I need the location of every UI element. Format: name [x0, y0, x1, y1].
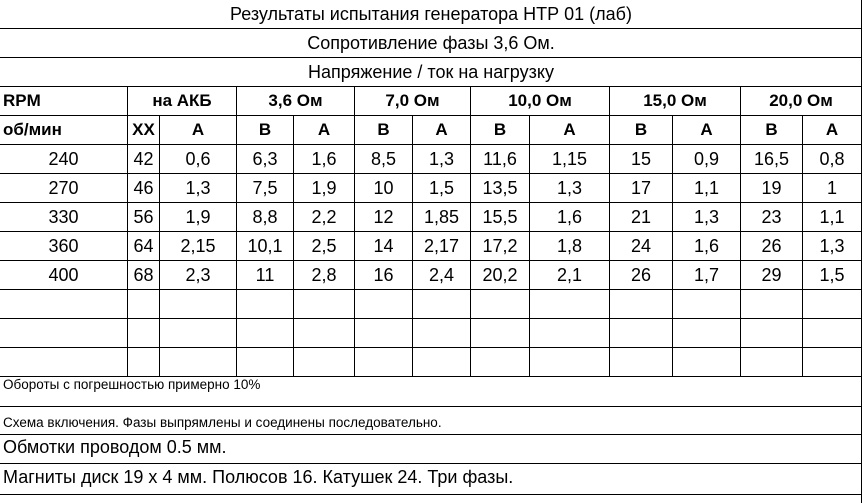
table-cell: 17 — [610, 174, 673, 202]
notes-divider — [0, 463, 862, 464]
empty-cell — [237, 319, 294, 347]
table-cell: 10 — [355, 174, 413, 202]
header-group-cell: на АКБ — [128, 87, 237, 115]
title-row-1: Результаты испытания генератора НТР 01 (лаб) — [0, 0, 862, 29]
table-cell: 1,9 — [160, 203, 237, 231]
header-unit-cell: об/мин — [0, 116, 128, 144]
table-cell: 2,5 — [294, 232, 355, 260]
header-group-cell: 20,0 Ом — [741, 87, 862, 115]
empty-cell — [803, 319, 862, 347]
table-cell: 16 — [355, 261, 413, 289]
notes-divider — [0, 434, 862, 435]
empty-row — [0, 319, 862, 348]
table-cell: 1,3 — [530, 174, 610, 202]
empty-cell — [530, 319, 610, 347]
table-cell: 1,6 — [673, 232, 741, 260]
table-cell: 2,8 — [294, 261, 355, 289]
header-unit-cell: ХХ — [128, 116, 160, 144]
empty-cell — [0, 348, 128, 376]
header-group-cell: 3,6 Ом — [237, 87, 355, 115]
table-cell: 1,5 — [803, 261, 862, 289]
header-unit-cell: В — [237, 116, 294, 144]
empty-row — [0, 290, 862, 319]
table-cell: 15 — [610, 145, 673, 173]
header-unit-cell: А — [413, 116, 471, 144]
table-cell: 1,6 — [530, 203, 610, 231]
header-unit-cell: В — [741, 116, 803, 144]
empty-cell — [160, 319, 237, 347]
table-cell: 26 — [741, 232, 803, 260]
table-cell: 16,5 — [741, 145, 803, 173]
table-cell: 1,6 — [294, 145, 355, 173]
header-group-cell: 15,0 Ом — [610, 87, 741, 115]
title-row-3: Напряжение / ток на нагрузку — [0, 58, 862, 87]
table-cell: 360 — [0, 232, 128, 260]
empty-cell — [294, 348, 355, 376]
table-cell: 26 — [610, 261, 673, 289]
header-unit-cell: А — [160, 116, 237, 144]
table-cell: 15,5 — [471, 203, 530, 231]
header-unit-cell: В — [471, 116, 530, 144]
table-row — [0, 261, 862, 290]
table-cell: 1,9 — [294, 174, 355, 202]
header-row-units — [0, 116, 862, 145]
table-cell: 1,3 — [673, 203, 741, 231]
table-row — [0, 174, 862, 203]
table-cell: 1,8 — [530, 232, 610, 260]
title-row-2: Сопротивление фазы 3,6 Ом. — [0, 29, 862, 58]
empty-cell — [741, 290, 803, 318]
table-cell: 0,6 — [160, 145, 237, 173]
table-cell: 1,85 — [413, 203, 471, 231]
table-cell: 23 — [741, 203, 803, 231]
table-cell: 8,8 — [237, 203, 294, 231]
empty-cell — [530, 290, 610, 318]
empty-cell — [673, 290, 741, 318]
empty-cell — [673, 348, 741, 376]
table-cell: 17,2 — [471, 232, 530, 260]
empty-cell — [294, 319, 355, 347]
table-row — [0, 145, 862, 174]
empty-cell — [237, 290, 294, 318]
table-cell: 1,3 — [160, 174, 237, 202]
table-cell: 13,5 — [471, 174, 530, 202]
table-cell: 1,1 — [673, 174, 741, 202]
table-cell: 1,7 — [673, 261, 741, 289]
empty-cell — [471, 348, 530, 376]
header-unit-cell: А — [673, 116, 741, 144]
table-cell: 2,3 — [160, 261, 237, 289]
table-cell: 2,4 — [413, 261, 471, 289]
empty-cell — [413, 290, 471, 318]
empty-cell — [0, 319, 128, 347]
table-cell: 24 — [610, 232, 673, 260]
table-cell: 56 — [128, 203, 160, 231]
table-cell: 1,3 — [413, 145, 471, 173]
note-line-3: Обмотки проводом 0.5 мм. — [3, 437, 227, 457]
empty-cell — [803, 290, 862, 318]
table-cell: 7,5 — [237, 174, 294, 202]
table-cell: 6,3 — [237, 145, 294, 173]
note-line-2: Схема включения. Фазы выпрямлены и соединены последовательно. — [3, 415, 442, 430]
empty-cell — [530, 348, 610, 376]
table-cell: 11 — [237, 261, 294, 289]
empty-cell — [610, 290, 673, 318]
table-cell: 2,2 — [294, 203, 355, 231]
note-line-1: Обороты с погрешностью примерно 10% — [3, 377, 261, 392]
header-group-cell: RPM — [0, 87, 128, 115]
note-line-4: Магниты диск 19 х 4 мм. Полюсов 16. Катушек 24. Три фазы. — [3, 467, 514, 487]
empty-cell — [128, 348, 160, 376]
table-cell: 68 — [128, 261, 160, 289]
table-cell: 8,5 — [355, 145, 413, 173]
table-cell: 270 — [0, 174, 128, 202]
empty-cell — [610, 319, 673, 347]
notes-divider — [0, 406, 862, 407]
table-cell: 11,6 — [471, 145, 530, 173]
table-cell: 12 — [355, 203, 413, 231]
table-cell: 21 — [610, 203, 673, 231]
empty-cell — [471, 290, 530, 318]
table-cell: 46 — [128, 174, 160, 202]
table-cell: 14 — [355, 232, 413, 260]
header-unit-cell: В — [610, 116, 673, 144]
table-cell: 64 — [128, 232, 160, 260]
empty-cell — [610, 348, 673, 376]
header-unit-cell: А — [530, 116, 610, 144]
header-unit-cell: А — [294, 116, 355, 144]
empty-cell — [0, 290, 128, 318]
header-unit-cell: В — [355, 116, 413, 144]
empty-cell — [160, 290, 237, 318]
table-cell: 330 — [0, 203, 128, 231]
empty-cell — [128, 290, 160, 318]
empty-cell — [294, 290, 355, 318]
empty-cell — [471, 319, 530, 347]
empty-cell — [413, 348, 471, 376]
empty-cell — [355, 319, 413, 347]
table-cell: 1,5 — [413, 174, 471, 202]
empty-cell — [160, 348, 237, 376]
header-group-cell: 7,0 Ом — [355, 87, 471, 115]
empty-row — [0, 348, 862, 377]
table-cell: 0,9 — [673, 145, 741, 173]
table-cell: 2,17 — [413, 232, 471, 260]
table-cell: 2,15 — [160, 232, 237, 260]
notes-divider — [0, 494, 862, 495]
empty-cell — [741, 319, 803, 347]
header-unit-cell: А — [803, 116, 862, 144]
table-cell: 10,1 — [237, 232, 294, 260]
empty-cell — [355, 290, 413, 318]
empty-cell — [803, 348, 862, 376]
empty-cell — [413, 319, 471, 347]
table-cell: 400 — [0, 261, 128, 289]
empty-cell — [741, 348, 803, 376]
empty-cell — [128, 319, 160, 347]
table-cell: 19 — [741, 174, 803, 202]
table-cell: 1,3 — [803, 232, 862, 260]
table-cell: 2,1 — [530, 261, 610, 289]
table-cell: 1,1 — [803, 203, 862, 231]
empty-cell — [237, 348, 294, 376]
table-cell: 20,2 — [471, 261, 530, 289]
header-group-cell: 10,0 Ом — [471, 87, 610, 115]
table-cell: 42 — [128, 145, 160, 173]
table-row — [0, 203, 862, 232]
table-cell: 29 — [741, 261, 803, 289]
table-row — [0, 232, 862, 261]
header-row-groups — [0, 87, 862, 116]
table-cell: 240 — [0, 145, 128, 173]
table-cell: 1,15 — [530, 145, 610, 173]
empty-cell — [355, 348, 413, 376]
table-cell: 1 — [803, 174, 862, 202]
empty-cell — [673, 319, 741, 347]
table-cell: 0,8 — [803, 145, 862, 173]
